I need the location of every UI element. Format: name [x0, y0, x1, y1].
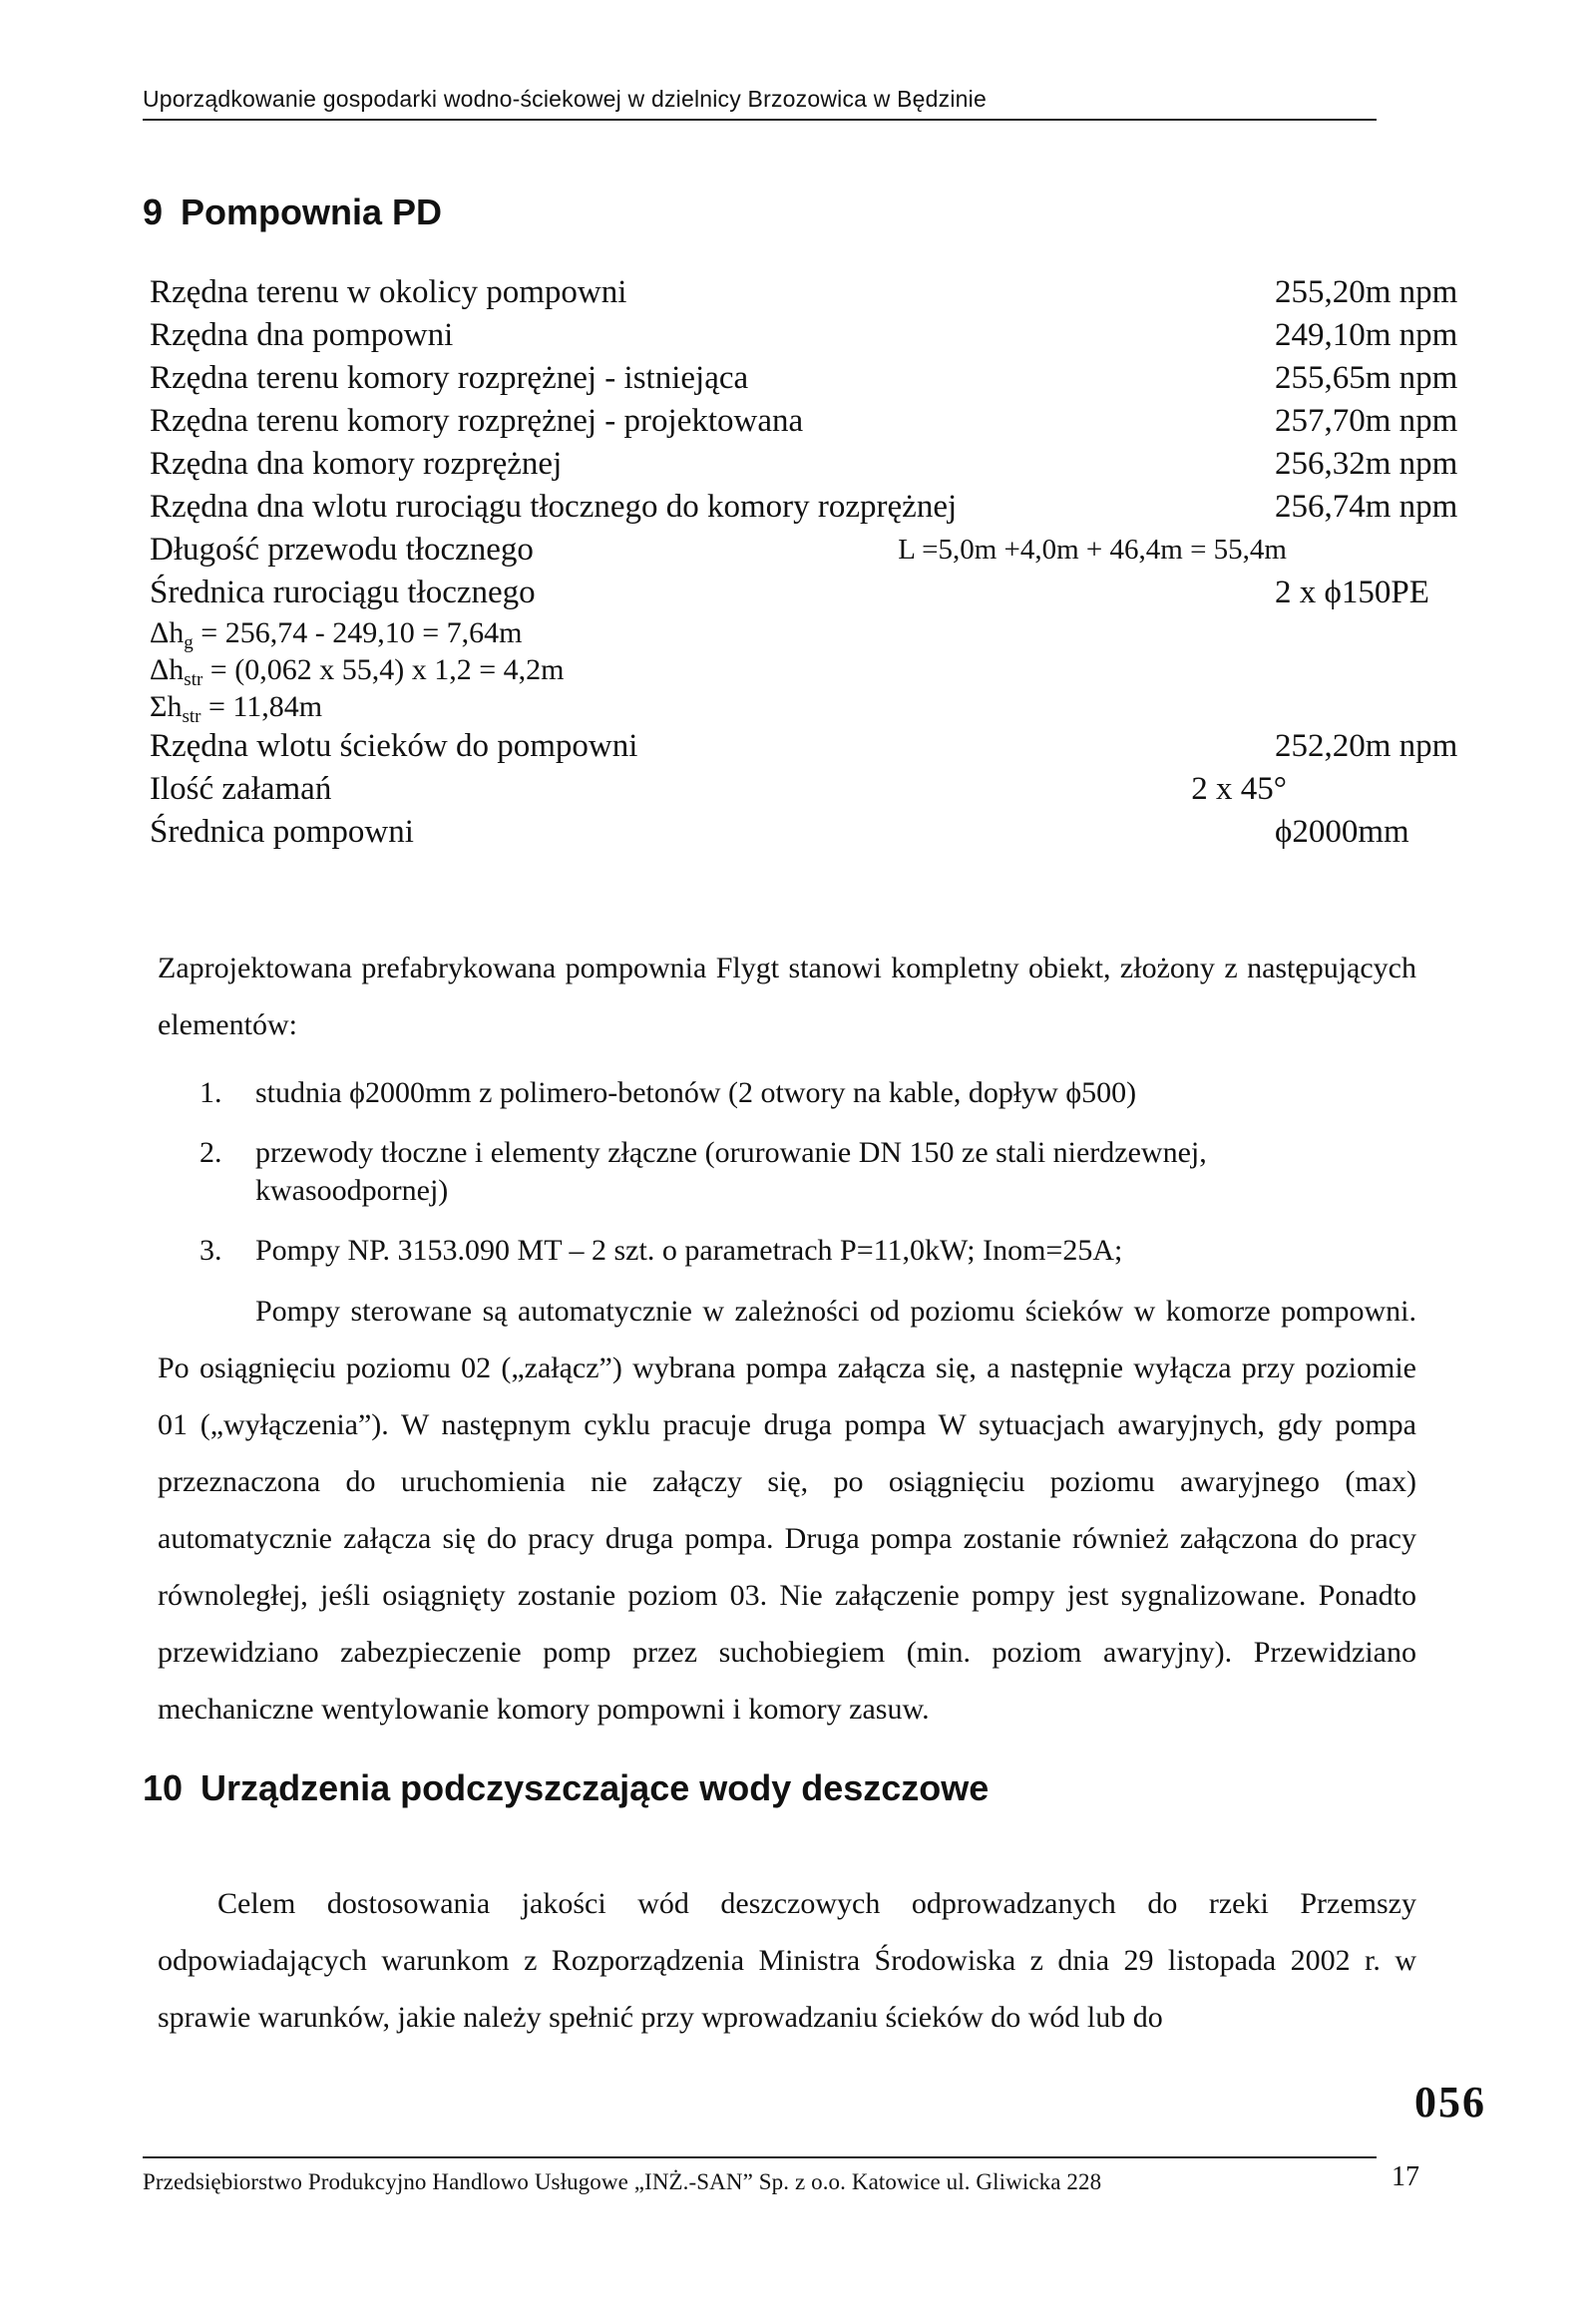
param-row [150, 768, 1337, 811]
section-9-title: Pompownia PD [181, 192, 443, 232]
param-label: Rzędna terenu komory rozprężnej - projektowana [150, 403, 804, 439]
page-stamp-number: 056 [1414, 2078, 1486, 2126]
param-label: Średnica rurociągu tłocznego [150, 575, 536, 610]
section-9-number: 9 [143, 192, 164, 232]
formula-subscript: g [184, 632, 194, 653]
param-label: Rzędna terenu komory rozprężnej - istniejąca [150, 360, 749, 396]
param-row [150, 271, 1458, 314]
list-text: przewody tłoczne i elementy złączne (orurowanie DN 150 ze stali nierdzewnej, kwasoodpornej) [255, 1136, 1207, 1207]
param-value: 257,70m npm [1275, 403, 1458, 439]
param-value: 2 x 45° [1191, 771, 1287, 807]
header-rule [143, 119, 1377, 121]
formula-sum-hstr [150, 688, 1337, 725]
formula-symbol: Δh [150, 653, 185, 686]
formula-expression: = (0,062 x 55,4) x 1,2 = 4,2m [202, 653, 565, 686]
list-number: 1. [200, 1076, 222, 1109]
list-number: 2. [200, 1136, 222, 1169]
formula-symbol: Δh [150, 616, 185, 649]
param-value: 249,10m npm [1275, 317, 1458, 353]
param-label: Rzędna dna pompowni [150, 317, 454, 353]
param-row [150, 443, 1458, 486]
param-row [150, 486, 1458, 529]
param-value: 255,20m npm [1275, 274, 1458, 310]
param-value: ϕ2000mm [1275, 814, 1409, 850]
section-9-heading [143, 192, 442, 233]
param-value: 256,74m npm [1275, 489, 1458, 525]
section-10-heading [143, 1767, 989, 1809]
param-label: Rzędna wlotu ścieków do pompowni [150, 728, 638, 764]
formula-expression: = 11,84m [200, 690, 323, 723]
param-value: 256,32m npm [1275, 446, 1458, 482]
formula-symbol: Σh [150, 690, 183, 723]
param-row [150, 400, 1458, 443]
formula-subscript: str [184, 669, 203, 690]
param-row [150, 314, 1458, 357]
param-row [150, 357, 1458, 400]
pump-control-paragraph: Pompy sterowane są automatycznie w zależności od poziomu ścieków w komorze pompowni. Po osiągnięciu poziomu 02 („załącz”) wybrana pompa załącza się, a następnie wyłącza przy poziomie 01 („wyłączenia”). W następnym cyklu pracuje druga pompa W sytuacjach awaryjnych, gdy pompa przeznaczona do uruchomienia nie załączy się, po osiągnięciu poziomu awaryjnego (max) automatycznie załącza się do pracy druga pompa. Druga pompa zostanie również załączona do pracy równoległej, jeśli osiągnięty zostanie poziom 03. Nie załączenie pompy jest sygnalizowane. Ponadto przewidziano zabezpieczenie pomp przez suchobiegiem (min. poziom awaryjny). Przewidziano mechaniczne wentylowanie komory pompowni i komory zasuw. [158, 1295, 1416, 1726]
list-text: studnia ϕ2000mm z polimero-betonów (2 otwory na kable, dopływ ϕ500) [255, 1076, 1137, 1109]
param-row [150, 811, 1409, 854]
param-label: Średnica pompowni [150, 814, 414, 850]
running-header: Uporządkowanie gospodarki wodno-ściekowej w dzielnicy Brzozowica w Będzinie [143, 86, 987, 112]
rainwater-paragraph: Celem dostosowania jakości wód deszczowych odprowadzanych do rzeki Przemszy odpowiadających warunkom z Rozporządzenia Ministra Środowiska z dnia 29 listopada 2002 r. w sprawie warunków, jakie należy spełnić przy wprowadzaniu ścieków do wód lub do [158, 1887, 1416, 2034]
param-value: 2 x ϕ150PE [1275, 575, 1429, 610]
param-value: 255,65m npm [1275, 360, 1458, 396]
pump-station-parameters [150, 271, 1458, 854]
running-footer: Przedsiębiorstwo Produkcyjno Handlowo Usługowe „INŻ.-SAN” Sp. z o.o. Katowice ul. Gliwicka 228 [143, 2169, 1102, 2194]
formula-delta-hstr [150, 651, 1337, 688]
list-number: 3. [200, 1234, 222, 1267]
formula-delta-hg [150, 614, 1337, 651]
page-number: 17 [1392, 2161, 1419, 2192]
param-value: 252,20m npm [1275, 728, 1458, 764]
formula-subscript: str [182, 706, 201, 727]
param-row [150, 529, 1337, 572]
param-label: Rzędna terenu w okolicy pompowni [150, 274, 627, 310]
list-item [200, 1074, 1396, 1112]
param-label: Rzędna dna wlotu rurociągu tłocznego do komory rozprężnej [150, 489, 958, 525]
elements-list [200, 1074, 1396, 1292]
footer-rule [143, 2156, 1377, 2158]
formula-expression: = 256,74 - 249,10 = 7,64m [193, 616, 523, 649]
list-item [200, 1232, 1396, 1270]
param-label: Ilość załamań [150, 771, 332, 807]
param-value: L =5,0m +4,0m + 46,4m = 55,4m [898, 534, 1287, 566]
section-10-title: Urządzenia podczyszczające wody deszczowe [200, 1767, 990, 1808]
param-label: Długość przewodu tłocznego [150, 532, 534, 568]
param-row [150, 572, 1429, 614]
param-label: Rzędna dna komory rozprężnej [150, 446, 563, 482]
list-text: Pompy NP. 3153.090 MT – 2 szt. o parametrach P=11,0kW; Inom=25A; [255, 1234, 1123, 1267]
param-row [150, 725, 1458, 768]
section-10-number: 10 [143, 1767, 184, 1808]
list-item [200, 1134, 1396, 1210]
intro-paragraph: Zaprojektowana prefabrykowana pompownia Flygt stanowi kompletny obiekt, złożony z następujących elementów: [158, 952, 1416, 1041]
